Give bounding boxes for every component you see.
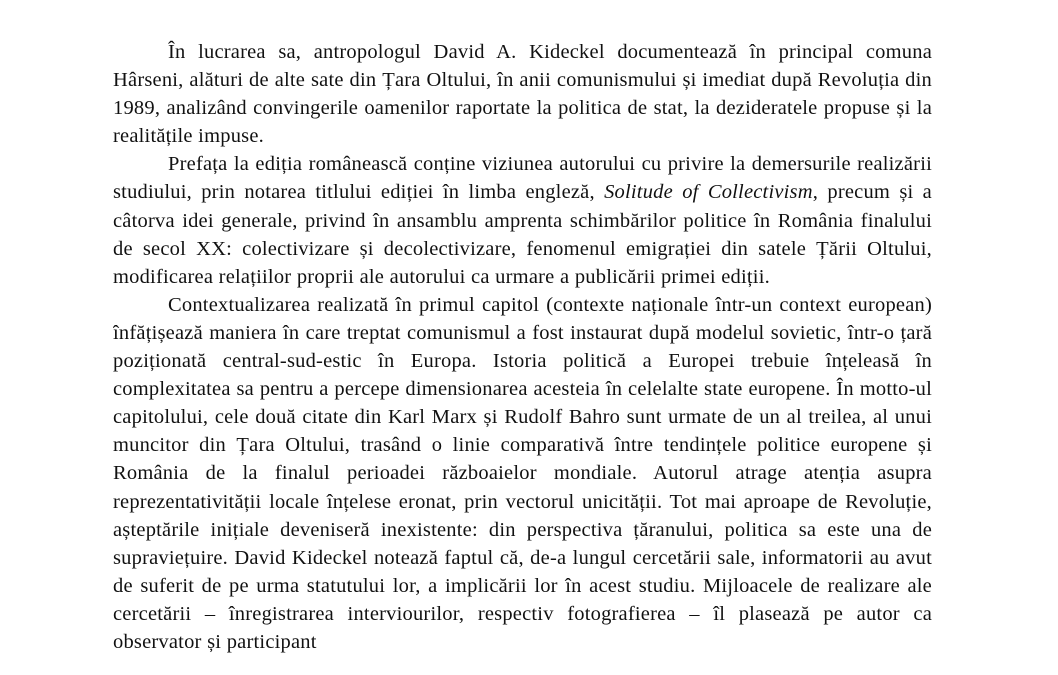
book-title-italic: Solitude of Collectivism [604,181,813,204]
paragraph-2-segment-lead: Prefața la ediția românească conține viziunea autorului cu privire la demersurile realizării studiului, prin notarea titlului ediției în limba engleză, [113,153,932,204]
text-column [113,38,932,656]
paragraph-2-segment-tail: , precum și a câtorva idei generale, privind în ansamblu amprenta schimbărilor politice în România finalului de secol XX: colectivizare și decolectivizare, fenomenul emigrației din satele Țării Oltului, modificarea relațiilor proprii ale autorului ca urmare a publicării primei ediții. [113,181,932,288]
paragraph-2 [113,150,932,290]
paragraph-3: Contextualizarea realizată în primul capitol (contexte naționale într-un context european) înfățișează maniera în care treptat comunismul a fost instaurat după modelul sovietic, într-o țară poziționată central-sud-estic în Europa. Istoria politică a Europei trebuie înțeleasă în complexitatea sa pentru a percepe dimensionarea acesteia în celelalte state europene. În motto-ul capitolului, cele două citate din Karl Marx și Rudolf Bahro sunt urmate de un al treilea, al unui muncitor din Țara Oltului, trasând o linie comparativă între tendințele politice europene și România de la finalul perioadei războaielor mondiale. Autorul atrage atenția asupra reprezentativității locale înțelese eronat, prin vectorul unicității. Tot mai aproape de Revoluție, așteptările inițiale deveniseră inexistente: din perspectiva țăranului, politica sa este una de supraviețuire. David Kideckel notează faptul că, de-a lungul cercetării sale, informatorii au avut de suferit de pe urma statutului lor, a implicării lor în acest studiu. Mijloacele de realizare ale cercetării – înregistrarea interviourilor, respectiv fotografierea – îl plasează pe autor ca observator și participant [113,293,932,653]
paragraph-1: În lucrarea sa, antropologul David A. Kideckel documentează în principal comuna Hârseni, alături de alte sate din Țara Oltului, în anii comunismului și imediat după Revoluția din 1989, analizând convingerile oamenilor raportate la politica de stat, la dezideratele propuse și la realitățile impuse. [113,41,932,148]
